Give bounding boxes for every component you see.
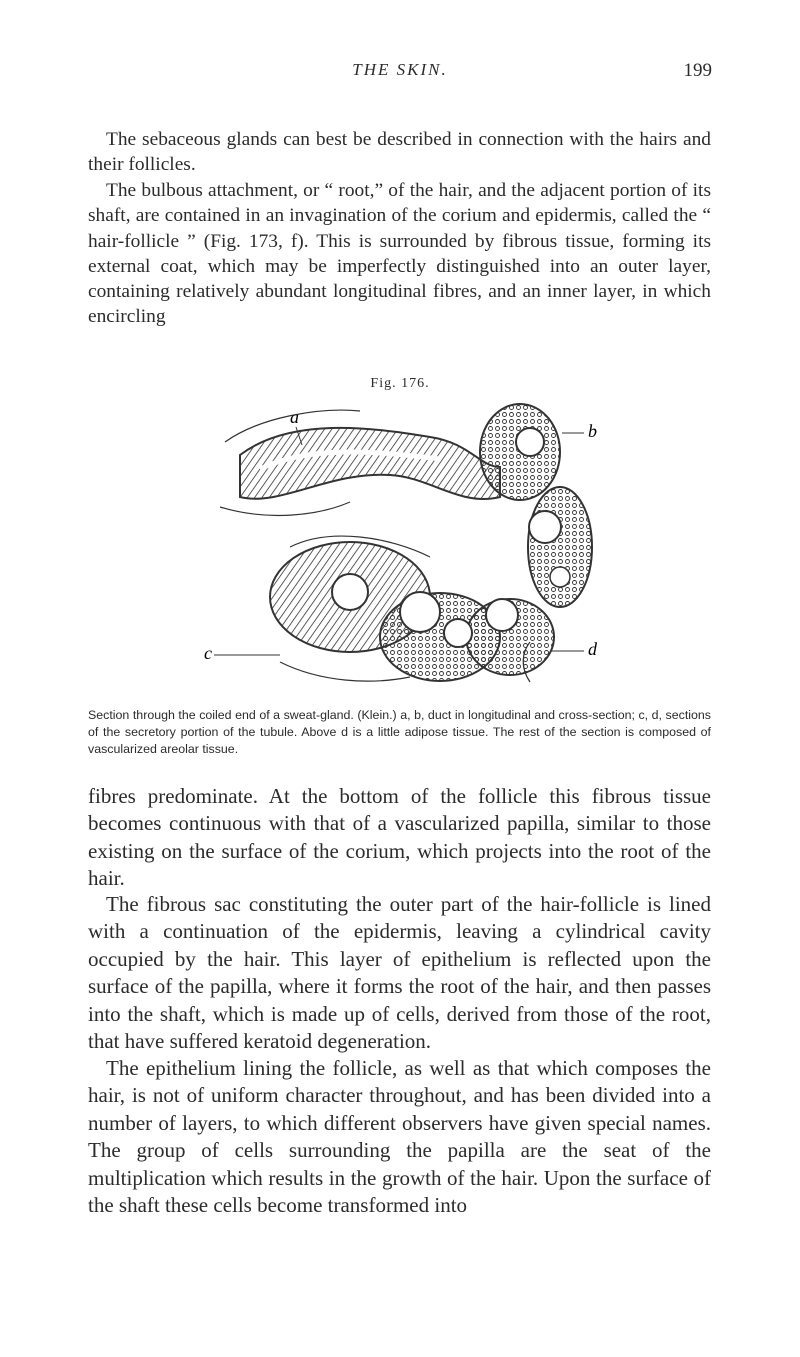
letter-a: a (290, 407, 299, 427)
letter-c: c (204, 643, 212, 663)
sweat-gland-section-illustration (200, 397, 600, 689)
letter-d: d (588, 639, 597, 659)
running-head (0, 60, 800, 90)
paragraph-fibrous-sac: The fibrous sac constituting the outer part of the hair-follicle is lined with a continuation of the epidermis, leaving a cylindrical cavity occupied by the hair. This layer of epithelium is reflected upon the surface of the papilla, where it forms the root of the hair, and then passes into the shaft, which is made up of cells, derived from those of the root, that have suffered keratoid degeneration. (88, 892, 711, 1054)
paragraph-epithelium-lining: The epithelium lining the follicle, as well as that which composes the hair, is not of uniform character throughout, and has been divided into a number of layers, to which different observers have given special names. The group of cells surrounding the papilla are the seat of the multiplication which results in the growth of the hair. Upon the surface of the shaft these cells become transformed into (88, 1056, 711, 1218)
duct-cross-sections (480, 404, 592, 607)
duct-longitudinal-section (220, 410, 500, 515)
letter-b: b (588, 421, 597, 441)
paragraph-hair-follicle: The bulbous attachment, or “ root,” of the hair, and the adjacent portion of its shaft, are contained in an invagination of the corium and epidermis, called the “ hair-follicle ” (Fig. 173, f). This is surrounded by fibrous tissue, forming its external coat, which may be imperfectly distinguished into an outer layer, containing relatively abundant longitudinal fibres, and an inner layer, in which encircling (88, 180, 711, 328)
secretory-tubule-sections (270, 536, 554, 682)
running-title: THE SKIN. (352, 60, 448, 79)
paragraph-fibrous-papilla: fibres predominate. At the bottom of the follicle this fibrous tissue becomes continuous with that of a vascularized papilla, similar to those existing on the surface of the corium, which projects into the root of the hair. (88, 784, 711, 891)
page-number: 199 (683, 60, 712, 81)
figure-label: Fig. 176. (370, 376, 430, 391)
paragraph-sebaceous-glands: The sebaceous glands can best be described in connection with the hairs and their follicles. (88, 129, 711, 176)
figure-caption: Section through the coiled end of a sweat-gland. (Klein.) a, b, duct in longitudinal and cross-section; c, d, sections of the secretory portion of the tubule. Above d is a little adipose tissue. The rest of the section is composed of vascularized areolar tissue. (88, 708, 711, 756)
